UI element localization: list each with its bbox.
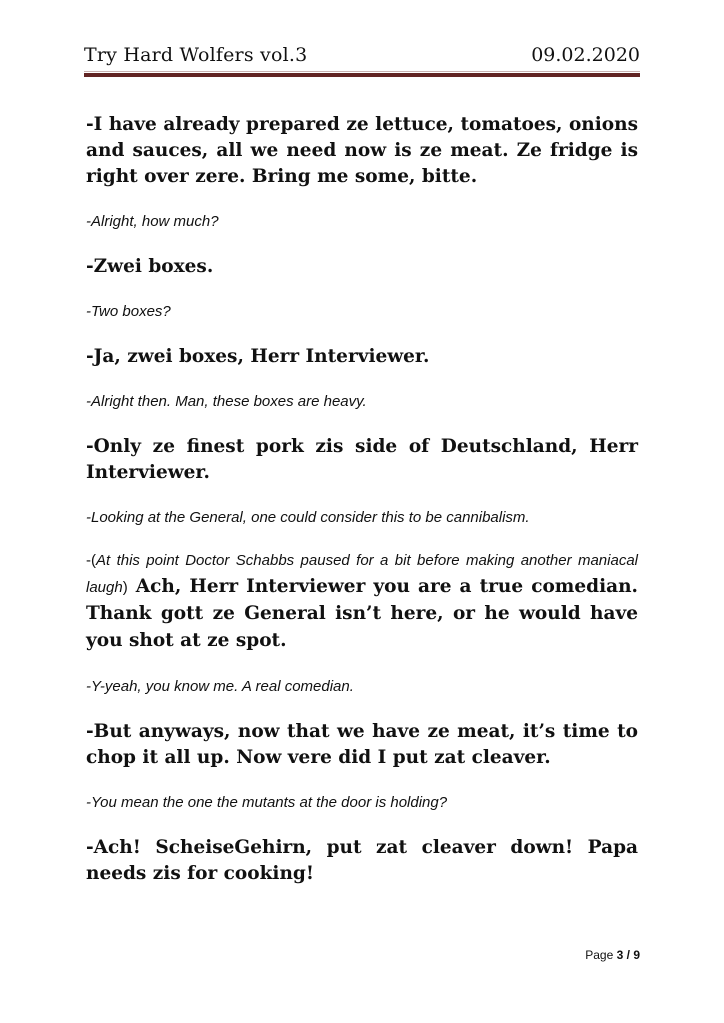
page-total: 9 — [633, 948, 640, 962]
paragraph-interviewer: -You mean the one the mutants at the door is holding? — [86, 794, 448, 811]
prefix: -( — [86, 552, 96, 569]
page-current: 3 — [616, 948, 624, 962]
paragraph-schabbs: -Ach! ScheiseGehirn, put zat cleaver down! Papa needs zis for cooking! — [86, 837, 638, 884]
paragraph-interviewer: -Looking at the General, one could consider this to be cannibalism. — [86, 509, 530, 526]
header-rule-thick — [84, 73, 640, 77]
paragraph-schabbs: -But anyways, now that we have ze meat, it’s time to chop it all up. Now vere did I put zat cleaver. — [86, 721, 638, 768]
close-paren: ) — [122, 579, 128, 596]
paragraph-interviewer: -Alright then. Man, these boxes are heavy. — [86, 393, 367, 410]
paragraph-schabbs: -Zwei boxes. — [86, 256, 214, 277]
paragraph-interviewer: -Alright, how much? — [86, 213, 219, 230]
paragraph-interviewer: -Y-yeah, you know me. A real comedian. — [86, 678, 354, 695]
paragraph-schabbs: -Only ze finest pork zis side of Deutschland, Herr Interviewer. — [86, 436, 638, 483]
paragraph-schabbs: -I have already prepared ze lettuce, tomatoes, onions and sauces, all we need now is ze meat. Ze fridge is right over zere. Bring me some, bitte. — [86, 114, 638, 187]
stage-direction: At this point Doctor Schabbs paused for a bit before making another maniacal laugh — [86, 552, 638, 596]
header-rule-thin — [84, 71, 640, 72]
page-label: Page — [585, 948, 614, 962]
page-header — [84, 44, 640, 68]
document-title: Try Hard Wolfers vol.3 — [84, 44, 308, 66]
document-body — [86, 112, 638, 887]
page-footer — [585, 948, 640, 962]
paragraph-schabbs: -Ja, zwei boxes, Herr Interviewer. — [86, 346, 430, 367]
paragraph-mixed — [86, 548, 638, 655]
page-separator: / — [626, 948, 630, 962]
document-date: 09.02.2020 — [531, 44, 640, 66]
schabbs-line: Ach, Herr Interviewer you are a true comedian. Thank gott ze General isn’t here, or he would have you shot at ze spot. — [86, 576, 638, 651]
paragraph-interviewer: -Two boxes? — [86, 303, 171, 320]
